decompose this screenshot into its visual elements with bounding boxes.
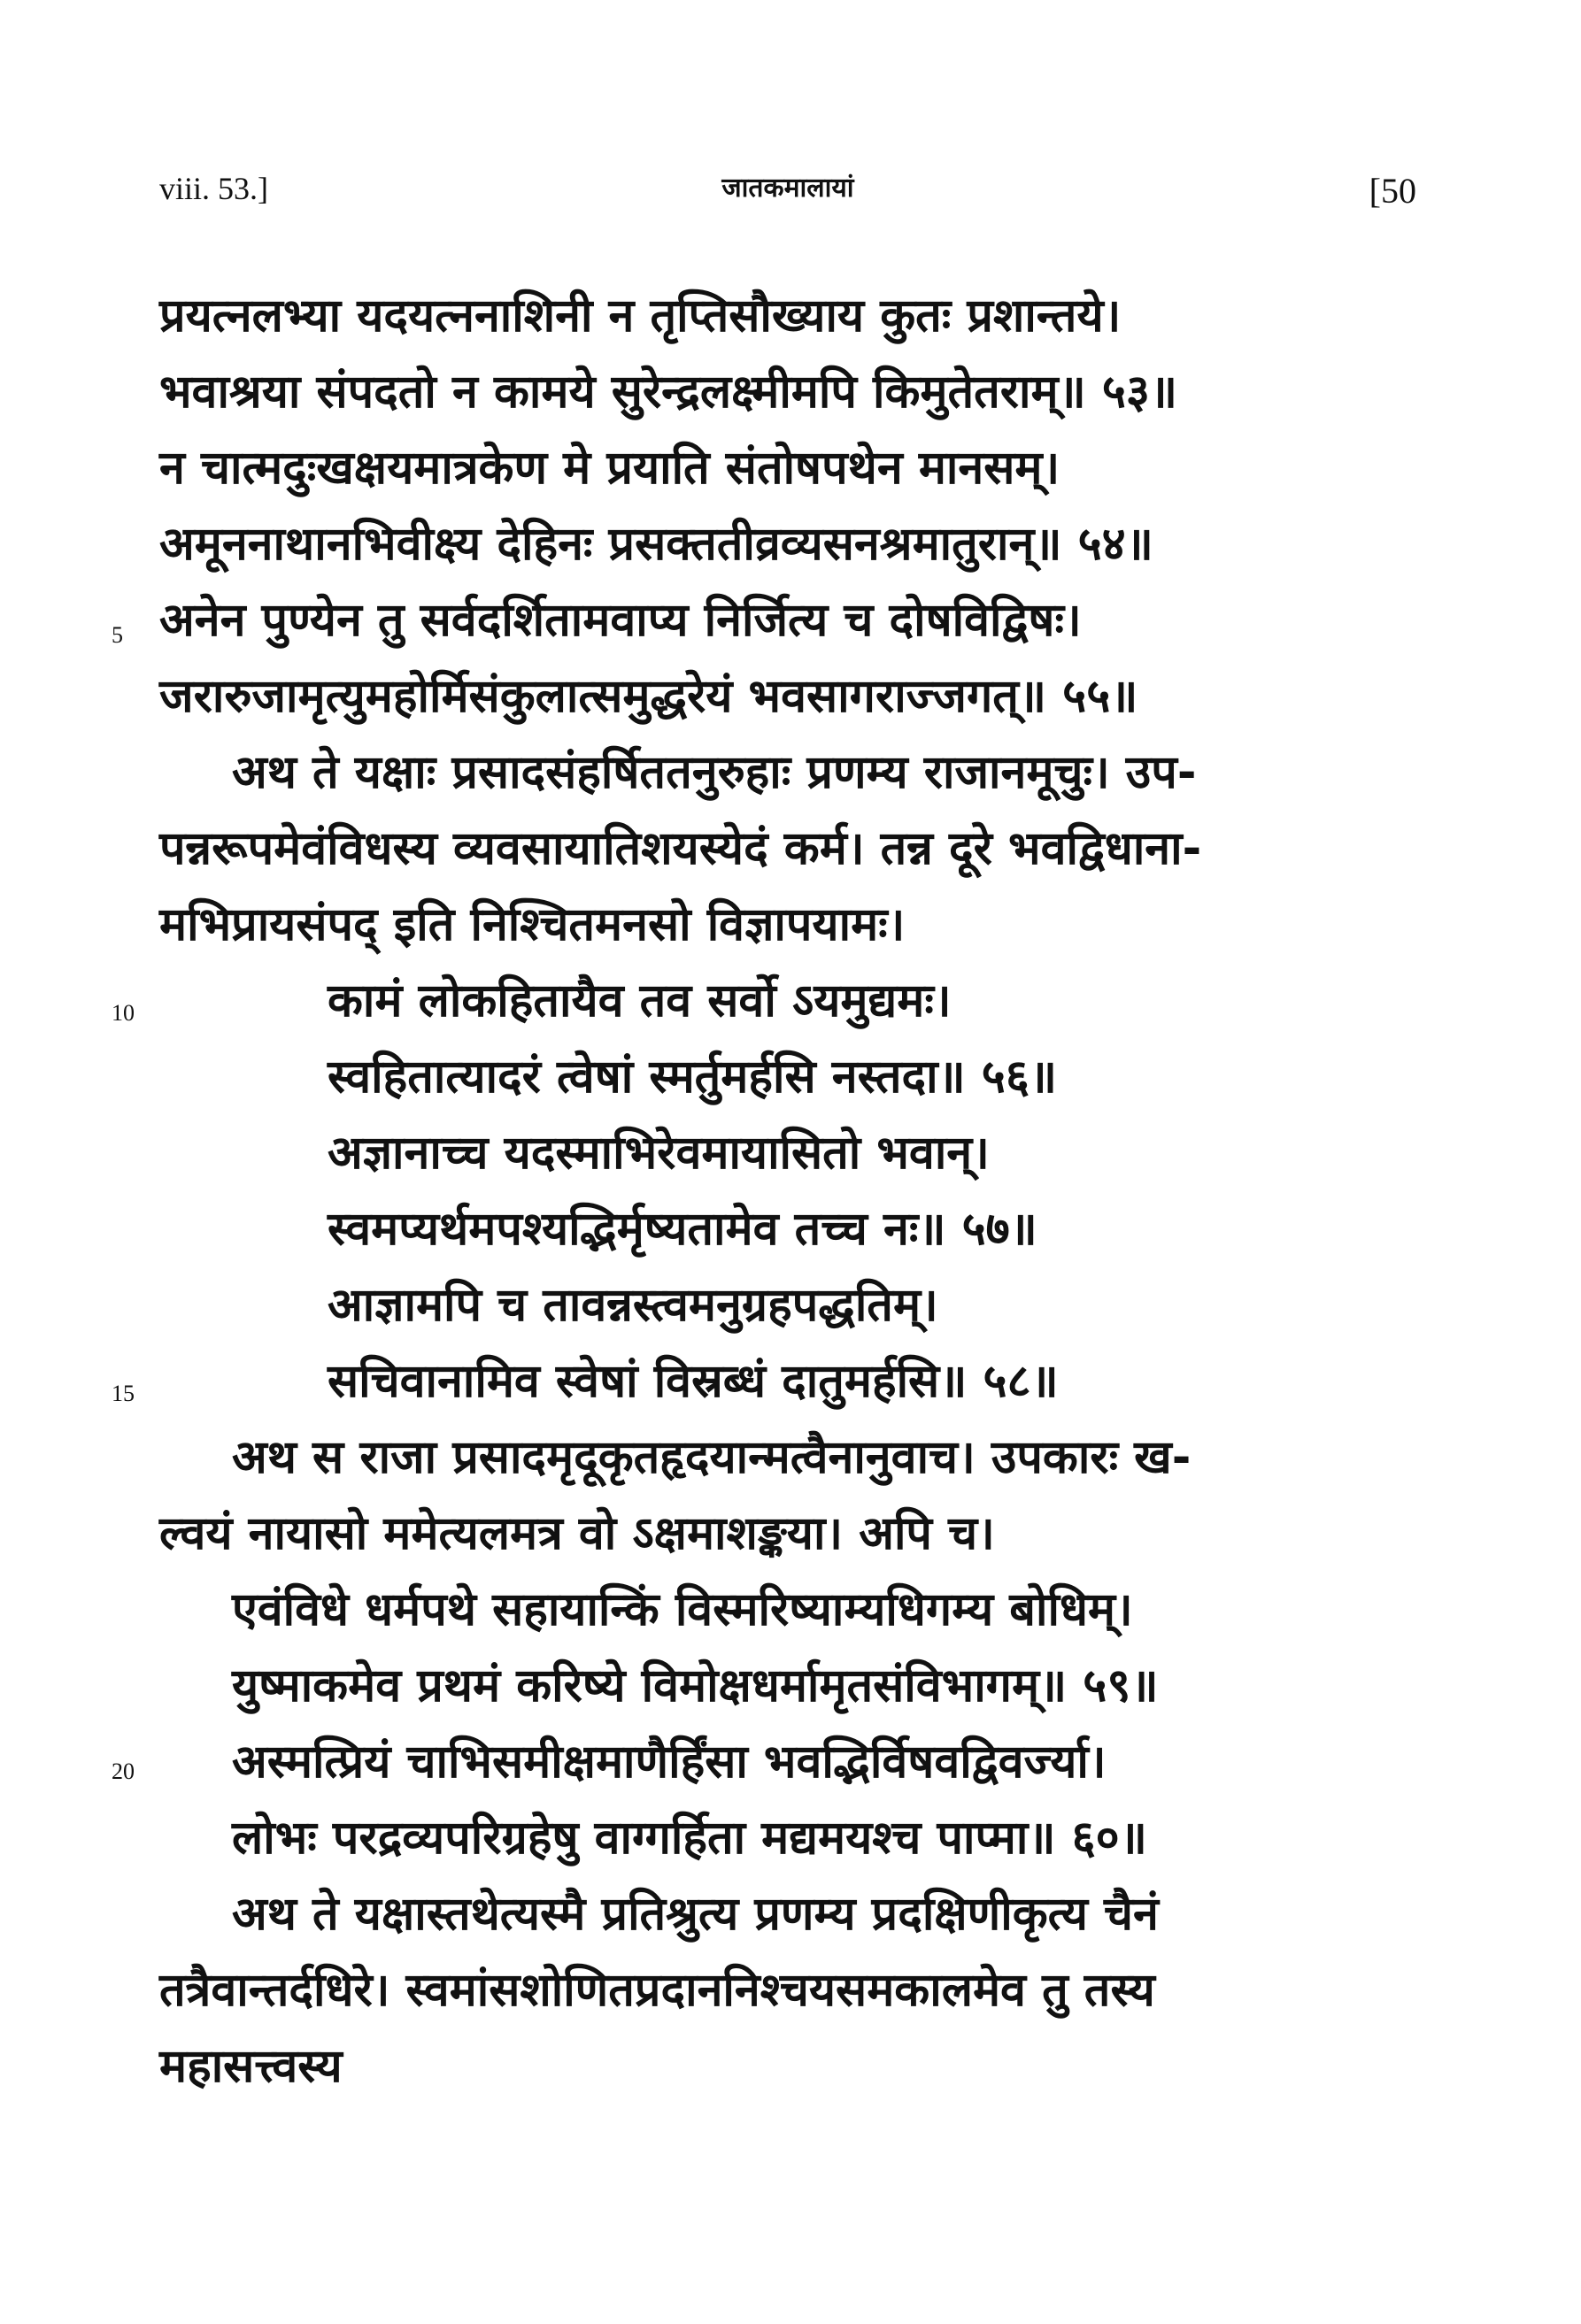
text-line: न चात्मदुःखक्षयमात्रकेण मे प्रयाति संतोषपथेन मानसम्।	[159, 442, 1060, 495]
text-line: एवंविधे धर्मपथे सहायान्किं विस्मरिष्याम्यधिगम्य बोधिम्।	[232, 1583, 1133, 1636]
section-reference: viii. 53.]	[159, 171, 268, 206]
text-line: अथ ते यक्षास्तथेत्यस्मै प्रतिश्रुत्य प्रणम्य प्रदक्षिणीकृत्य चैनं	[232, 1888, 1159, 1941]
text-line: महासत्त्वस्य	[159, 2040, 343, 2093]
text-line: स्वमप्यर्थमपश्यद्भिर्मृष्यतामेव तच्च नः॥ ५७॥	[328, 1203, 1037, 1256]
line-number-5: 5	[112, 622, 123, 648]
line-number-20: 20	[112, 1758, 135, 1784]
text-line: भवाश्रया संपदतो न कामये सुरेन्द्रलक्ष्मीमपि किमुतेतराम्॥ ५३॥	[159, 366, 1178, 419]
text-line: जरारुजामृत्युमहोर्मिसंकुलात्समुद्धरेयं भवसागराज्जगत्॥ ५५॥	[159, 670, 1138, 723]
text-line: अस्मत्प्रियं चाभिसमीक्षमाणैर्हिंसा भवद्भिर्विषवद्विवर्ज्या।	[232, 1735, 1107, 1789]
text-line: पन्नरूपमेवंविधस्य व्यवसायातिशयस्येदं कर्म। तन्न दूरे भवद्विधाना-	[159, 822, 1202, 875]
page-number: [50	[1369, 171, 1416, 211]
text-line: सचिवानामिव स्वेषां विस्रब्धं दातुमर्हसि॥ ५८॥	[328, 1355, 1059, 1408]
text-line: अनेन पुण्येन तु सर्वदर्शितामवाप्य निर्जित्य च दोषविद्विषः।	[159, 594, 1082, 647]
text-line: अज्ञानाच्च यदस्माभिरेवमायासितो भवान्।	[328, 1127, 990, 1180]
running-title: जातकमालायां	[721, 173, 854, 204]
text-line: ल्वयं नायासो ममेत्यलमत्र वो ऽक्षमाशङ्कया। अपि च।	[159, 1507, 995, 1560]
text-line: अथ स राजा प्रसादमृदूकृतहृदयान्मत्वैनानुवाच। उपकारः ख-	[232, 1431, 1192, 1484]
text-line: स्वहितात्यादरं त्वेषां स्मर्तुमर्हसि नस्तदा॥ ५६॥	[328, 1050, 1058, 1104]
page-header	[159, 170, 1416, 223]
text-line: अमूननाथानभिवीक्ष्य देहिनः प्रसक्ततीव्रव्यसनश्रमातुरान्॥ ५४॥	[159, 518, 1153, 571]
text-line: मभिप्रायसंपद् इति निश्चितमनसो विज्ञापयामः।	[159, 898, 906, 951]
text-line: लोभः परद्रव्यपरिग्रहेषु वाग्गर्हिता मद्यमयश्च पाप्मा॥ ६०॥	[232, 1812, 1147, 1865]
text-line: अथ ते यक्षाः प्रसादसंहर्षिततनुरुहाः प्रणम्य राजानमूचुः। उप-	[232, 746, 1197, 799]
text-line: आज्ञामपि च तावन्नस्त्वमनुग्रहपद्धतिम्।	[328, 1279, 938, 1332]
line-number-15: 15	[112, 1381, 135, 1406]
text-line: तत्रैवान्तर्दधिरे। स्वमांसशोणितप्रदाननिश्चयसमकालमेव तु तस्य	[159, 1964, 1155, 2017]
text-line: कामं लोकहितायैव तव सर्वो ऽयमुद्यमः।	[328, 974, 952, 1027]
text-line: प्रयत्नलभ्या यदयत्ननाशिनी न तृप्तिसौख्याय कुतः प्रशान्तये।	[159, 289, 1122, 342]
line-number-10: 10	[112, 1000, 135, 1026]
text-line: युष्माकमेव प्रथमं करिष्ये विमोक्षधर्मामृतसंविभागम्॥ ५९॥	[232, 1659, 1159, 1712]
